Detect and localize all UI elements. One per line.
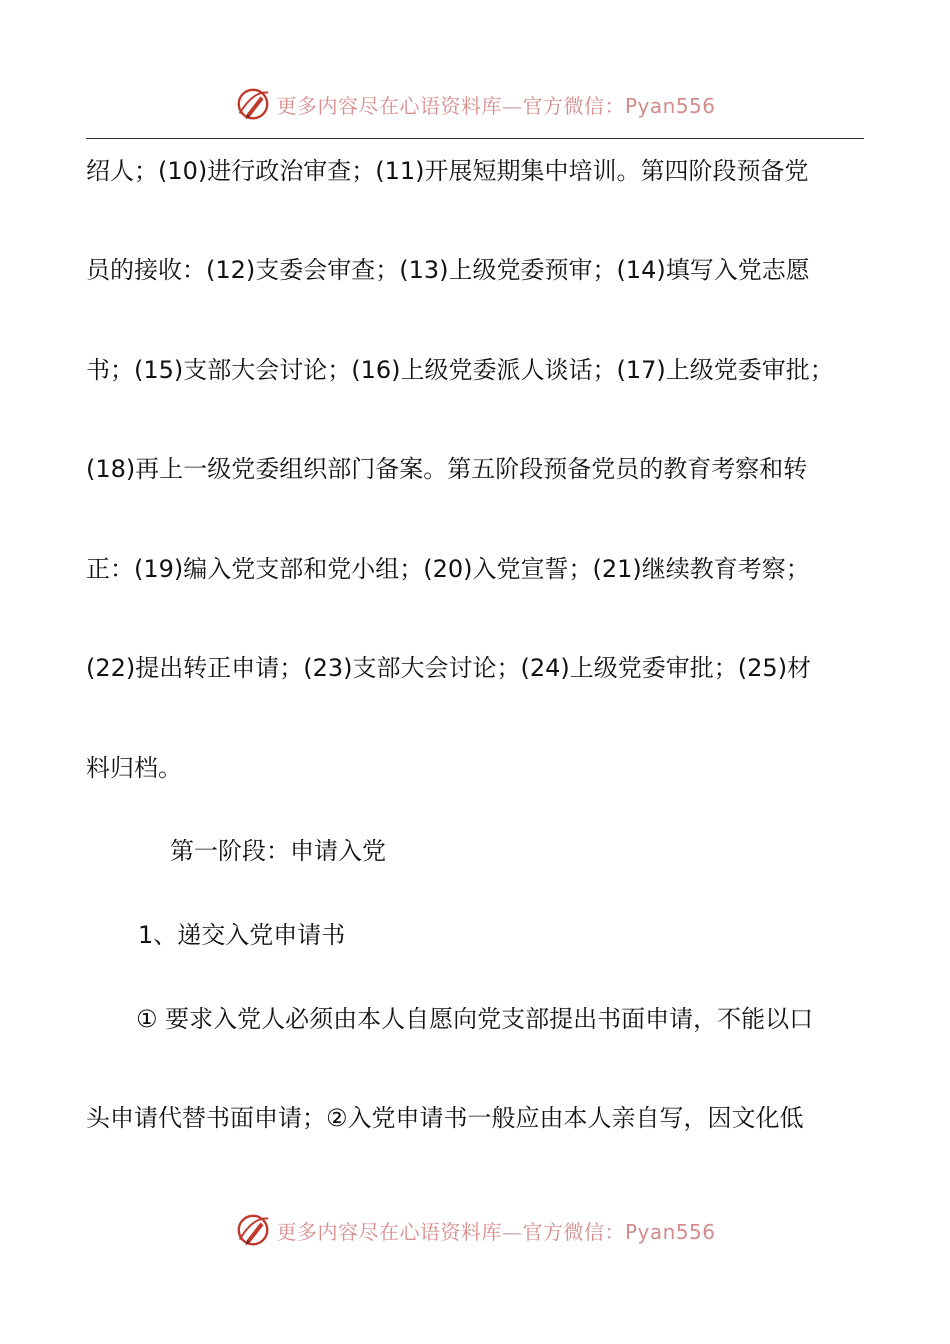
body-line: 正：(19)编入党支部和党小组；(20)入党宣誓；(21)继续教育考察； (86, 555, 810, 583)
watermark-text (276, 1216, 715, 1245)
footer-watermark (0, 1208, 950, 1252)
watermark-main-text: 更多内容尽在心语资料库 (276, 93, 502, 118)
watermark-wechat-id: Pyan556 (624, 93, 716, 118)
body-line: 绍人；(10)进行政治审查；(11)开展短期集中培训。第四阶段预备党 (86, 157, 809, 185)
paragraph-line: 头申请代替书面申请；②入党申请书一般应由本人亲自写，因文化低 (86, 1104, 804, 1132)
header-watermark (0, 82, 950, 126)
watermark-official-label: 官方微信： (522, 93, 625, 118)
body-line: 料归档。 (86, 754, 182, 782)
section-title: 第一阶段：申请入党 (170, 837, 386, 865)
subsection-title: 1、递交入党申请书 (138, 921, 346, 949)
header-divider (86, 138, 864, 139)
pen-circle-logo-icon (234, 85, 272, 123)
pen-circle-logo-icon (234, 1211, 272, 1249)
body-line: (22)提出转正申请；(23)支部大会讨论；(24)上级党委审批；(25)材 (86, 654, 812, 682)
body-line: 书；(15)支部大会讨论；(16)上级党委派人谈话；(17)上级党委审批； (86, 356, 834, 384)
watermark-wechat-id: Pyan556 (624, 1219, 716, 1244)
paragraph-line: ① 要求入党人必须由本人自愿向党支部提出书面申请，不能以口 (136, 1005, 814, 1033)
watermark-dash: — (501, 1219, 523, 1244)
watermark-official-label: 官方微信： (522, 1219, 625, 1244)
watermark-dash: — (501, 93, 523, 118)
watermark-text (276, 90, 715, 119)
body-line: (18)再上一级党委组织部门备案。第五阶段预备党员的教育考察和转 (86, 455, 808, 483)
watermark-main-text: 更多内容尽在心语资料库 (276, 1219, 502, 1244)
body-line: 员的接收：(12)支委会审查；(13)上级党委预审；(14)填写入党志愿 (86, 256, 810, 284)
